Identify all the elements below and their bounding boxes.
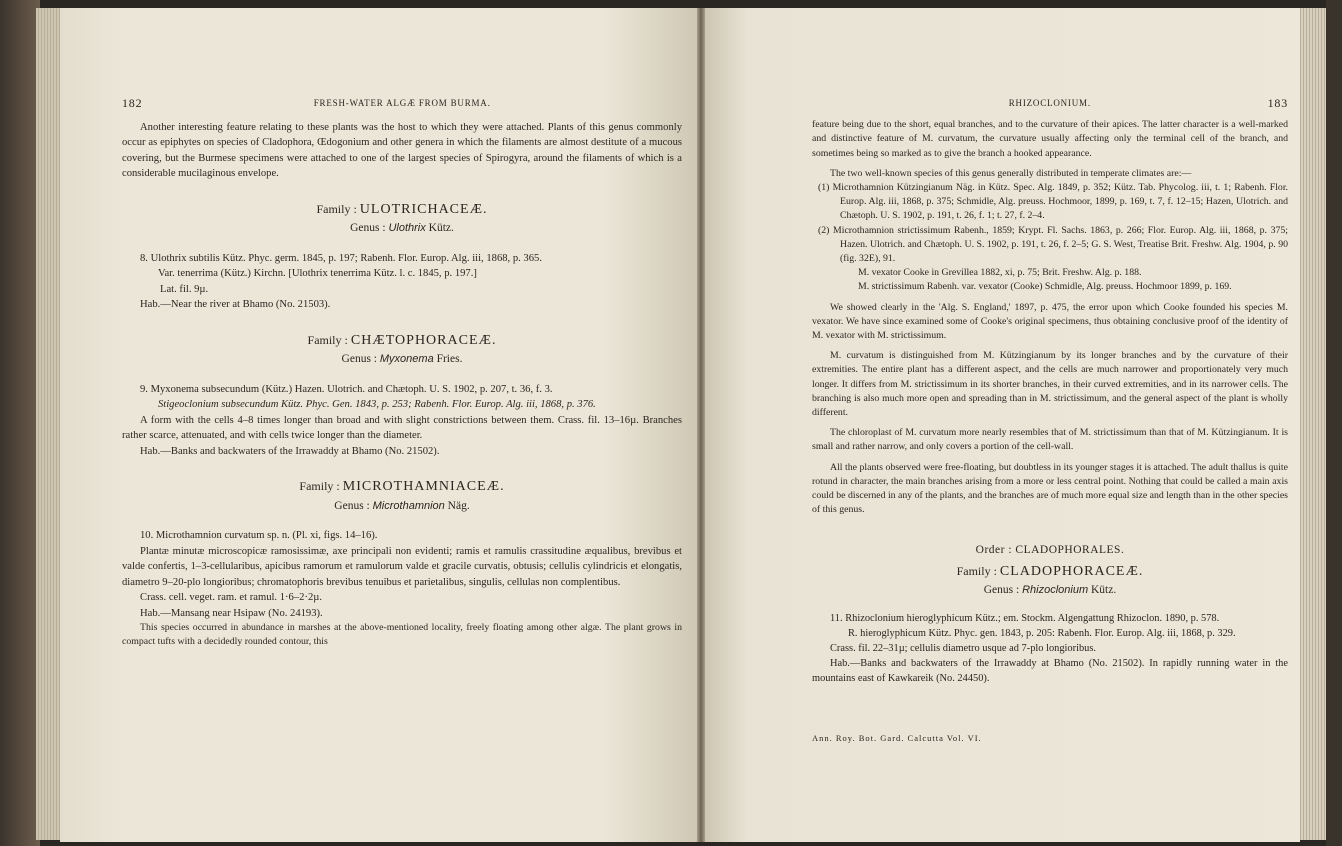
species-1-kuetzingianum: (1) Microthamnion Kützingianum Näg. in Kütz. Spec. Alg. 1849, p. 352; Kütz. Tab. Phycolog. iii, t. 1; Rabenh. Flor. Europ. Alg. iii, 1868, p. 375; Schmidle, Alg. preuss. Hochmoor, 1899, p. 169, t. 7, f. 12–15; Hazen, Ulotrich. and Chætoph. U. S. 1902, p. 191, t. 26, f. 1; t. 27, f. 2–4. [818,182,1288,222]
family-name: ULOTRICHACEÆ. [359,201,488,217]
genus-name: Ulothrix [388,222,426,234]
right-running-title: RHIZOCLONIUM. [1008,98,1091,108]
book-cover-left [0,0,40,846]
genus-heading-ulothrix [122,221,682,237]
left-page-number: 182 [122,96,143,110]
genus-name: Myxonema [379,353,434,365]
page-edges-left [36,8,62,840]
right-page-number: 183 [1267,96,1288,110]
order-name: CLADOPHORALES. [1015,544,1125,557]
genus-authority: Fries. [436,353,463,365]
synonym-strictissimum-var: M. strictissimum Rabenh. var. vexator (Cooke) Schmidle, Alg. preuss. Hochmoor 1899, p. 169. [858,281,1232,293]
genus-name: Microthamnion [372,499,445,512]
family-heading-microthamniaceae [122,479,682,495]
entry-11-heading: 11. Rhizoclonium hieroglyphicum Kütz.; em. Stockm. Algengattung Rhizoclon. 1890, p. 578. [830,613,1220,625]
entry-11-habitat: Hab.—Banks and backwaters of the Irrawaddy at Bhamo (No. 21502). In rapidly running water in the mountains east of Kawkareik (No. 24450). [812,658,1288,685]
family-heading-cladophoraceae [812,564,1288,579]
intro-paragraph: Another interesting feature relating to these plants was the host to which they were attached. Plants of this genus commonly occur as epiphytes on species of Cladophora, Œdogonium and other genera in which the filaments are almost destitute of a mucous covering, but the Burmese specimens were attached to one of the largest species of Spirogyra, around the filaments of which is a considerable mucilaginous envelope. [122,121,682,179]
entry-11-synonym: R. hieroglyphicum Kütz. Phyc. gen. 1843, p. 205: Rabenh. Flor. Europ. Alg. iii, 1868, p. 329. [848,628,1236,640]
entry-8-variety: Var. tenerrima (Kütz.) Kirchn. [Ulothrix tenerrima Kütz. l. c. 1845, p. 197.] [158,268,477,279]
entry-9-heading: 9. Myxonema subsecundum (Kütz.) Hazen. Ulotrich. and Chætoph. U. S. 1902, p. 207, t. 36, f. 3. [140,383,553,395]
family-heading-chaetophoraceae [122,333,682,349]
family-label: Family : [956,563,997,578]
right-running-head [812,96,1288,110]
entry-10-latin-diagnosis: Plantæ minutæ microscopicæ ramosissimæ, axe principali non evidenti; ramis et ramulis crassitudine æqualibus, brevibus et valde confertis, 1–3-cellularibus, apicibus ramorum et ramulorum valde et gracile curvatis, obtusis; cellulis cylindricis et elongatis, diametro 9–20-plo longioribus; chromatophoris brevibus tenuibus et parietalibus, singulis, cellulas non complentibus. [122,545,682,588]
genus-name: Rhizoclonium [1022,583,1089,596]
genus-heading-myxonema [122,352,682,368]
entry-8-width: Lat. fil. 9µ. [160,283,209,295]
genus-label: Genus : [341,353,378,365]
paragraph-species-intro: The two well-known species of this genus generally distributed in temperate climates are:— [830,167,1192,179]
genus-label: Genus : [334,499,370,512]
entry-10-habitat: Hab.—Mansang near Hsipaw (No. 24193). [140,607,323,619]
entry-9-description: A form with the cells 4–8 times longer than broad and with slight constrictions between them. Crass. fil. 13–16µ. Branches rather scarce, attenuated, and with cells twice longer than the diameter. [122,414,682,441]
family-name: CLADOPHORACEÆ. [999,563,1144,579]
family-label: Family : [316,201,357,216]
genus-authority: Kütz. [428,222,454,234]
family-label: Family : [307,332,348,347]
left-running-head [122,96,682,112]
genus-authority: Näg. [447,499,470,512]
paragraph-free-floating: All the plants observed were free-floating, but doubtless in its younger stages it is attached. The adult thallus is quite rotund in character, the main branches arising from a more or less central point. Nothing that could be called a main axis could be discerned in any of the plants, and the branches are of much more equal size and length than in the other species of this genus. [812,461,1288,516]
entry-8-habitat: Hab.—Near the river at Bhamo (No. 21503). [140,299,331,310]
genus-authority: Kütz. [1091,583,1117,596]
entry-10-heading: 10. Microthamnion curvatum sp. n. (Pl. xi, figs. 14–16). [140,530,378,541]
order-label: Order : [975,544,1013,557]
genus-heading-rhizoclonium [812,583,1288,597]
paragraph-vexator-error: We showed clearly in the 'Alg. S. England,' 1897, p. 475, the error upon which Cooke founded his species M. vexator. We have since examined some of Cooke's original specimens, thus obtaining conclusive proof of the identity of M. vexator with M. strictissimum. [812,301,1288,342]
entry-8-heading: 8. Ulothrix subtilis Kütz. Phyc. germ. 1845, p. 197; Rabenh. Flor. Europ. Alg. iii, 1868, p. 365. [140,252,542,264]
family-name: MICROTHAMNIACEÆ. [342,479,505,494]
left-running-title: FRESH-WATER ALGÆ FROM BURMA. [313,98,491,108]
paragraph-curvature: feature being due to the short, equal branches, and to the curvature of their apices. The latter character is a well-marked and distinctive feature of M. curvatum, the curvature usually affecting only the terminal cell of the branch, and sometimes being so marked as to give the branch a hooked appearance. [812,119,1288,159]
entry-10-dimensions: Crass. cell. veget. ram. et ramul. 1·6–2·2µ. [140,592,323,603]
family-label: Family : [299,479,340,493]
paragraph-chloroplast: The chloroplast of M. curvatum more nearly resembles that of M. strictissimum than that of M. Kützingianum. It is small and rather narrow, and only covers a portion of the cell-wall. [812,427,1288,453]
left-page-text [122,96,682,648]
entry-11-dimensions: Crass. fil. 22–31µ; cellulis diametro usque ad 7-plo longioribus. [830,643,1097,655]
book-cover-right [1326,0,1342,846]
order-heading-cladophorales [812,543,1288,557]
family-name: CHÆTOPHORACEÆ. [350,332,497,348]
entry-9-habitat: Hab.—Banks and backwaters of the Irrawaddy at Bhamo (No. 21502). [140,445,440,457]
synonym-vexator: M. vexator Cooke in Grevillea 1882, xi, p. 75; Brit. Freshw. Alg. p. 188. [858,267,1142,279]
entry-9-synonym: Stigeoclonium subsecundum Kütz. Phyc. Gen. 1843, p. 253; Rabenh. Flor. Europ. Alg. iii, 1868, p. 376. [158,399,596,410]
genus-label: Genus : [350,222,386,234]
family-heading-ulotrichaceae [122,202,682,218]
genus-heading-microthamnion [122,499,682,515]
paragraph-curvatum-distinction: M. curvatum is distinguished from M. Kützingianum by its longer branches and by the curvature of their extremities. The entire plant has a different aspect, and the cells are much narrower and proportionately very much longer. It differs from M. strictissimum in its shorter branches, in their curved extremities, and in its narrower cells. The branching is also much more open and spreading than in M. strictissimum, and the general aspect of the plant is wholly different. [812,350,1288,419]
journal-footer: Ann. Roy. Bot. Gard. Calcutta Vol. VI. [812,733,982,743]
right-page-text [812,96,1288,686]
species-2-strictissimum: (2) Microthamnion strictissimum Rabenh., 1859; Krypt. Fl. Sachs. 1863, p. 266; Flor. Europ. Alg. iii, 1868, p. 375; Hazen. Ulotrich. and Chætoph. U. S. 1902, p. 191, t. 26, f. 2–5; G. S. West, Treatise Brit. Freshw. Alg. 1904, p. 90 (fig. 32E), 91. [818,224,1288,265]
page-edges-right [1300,8,1328,840]
entry-10-notes: This species occurred in abundance in marshes at the above-mentioned locality, freely floating among other algæ. The plant grows in compact tufts with a decidedly rounded contour, this [122,622,682,647]
book-gutter [697,8,705,842]
genus-label: Genus : [983,583,1020,596]
